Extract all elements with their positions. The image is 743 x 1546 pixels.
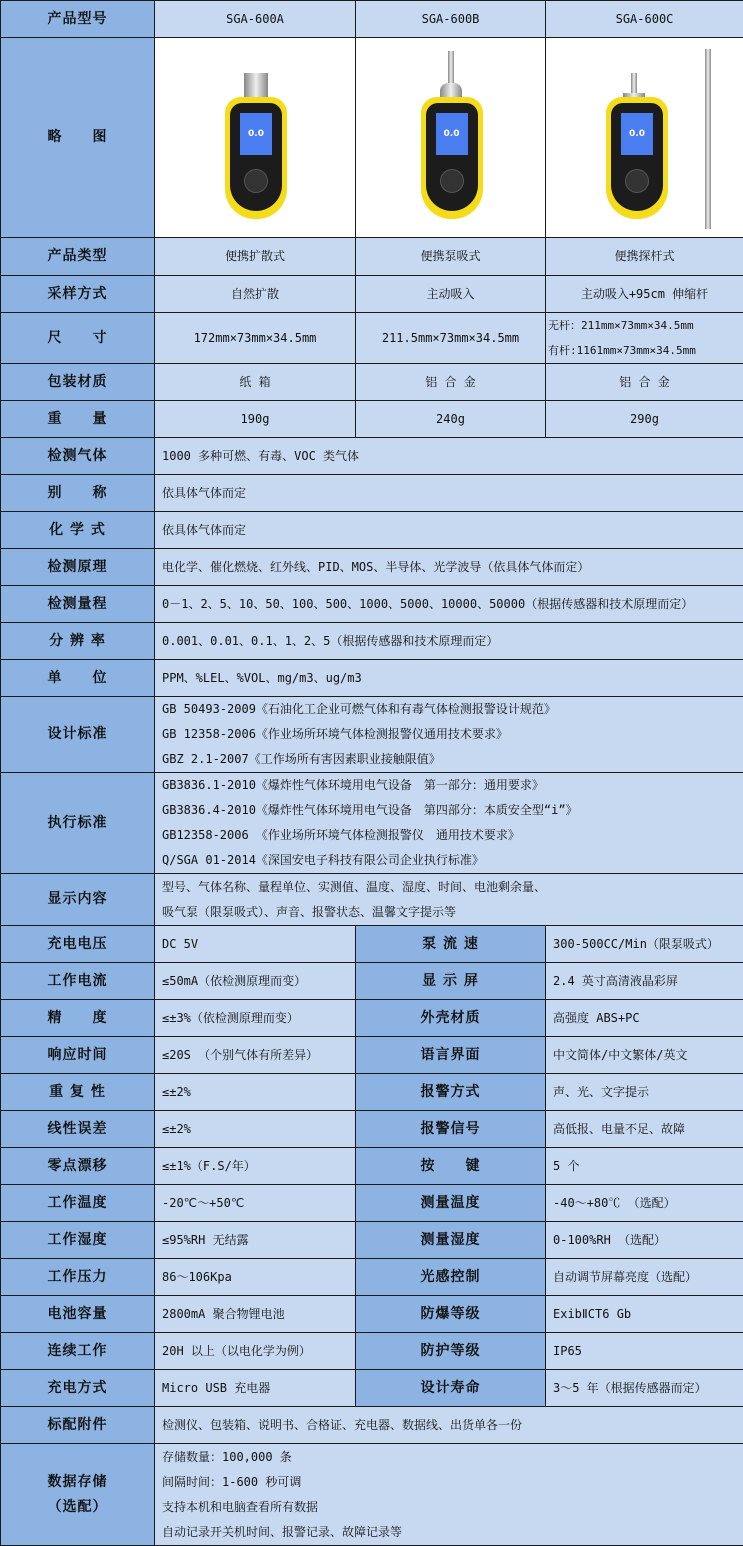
row-label: 充电方式	[1, 1370, 155, 1407]
label-line: 标配附件	[8, 1413, 147, 1438]
label-line: 数据存储	[8, 1470, 147, 1495]
row-value: ≤±3%（依检测原理而变）	[155, 1000, 356, 1037]
row-label: 连续工作	[1, 1333, 155, 1370]
row-label: 测量湿度	[356, 1222, 546, 1259]
line: 间隔时间：1-600 秒可调	[162, 1470, 736, 1495]
row-value: 主动吸入	[356, 276, 546, 313]
row-label: 充电电压	[1, 926, 155, 963]
line: 无杆：211mm×73mm×34.5mm	[548, 313, 741, 338]
line: 检测仪、包装箱、说明书、合格证、充电器、数据线、出货单各一份	[162, 1413, 736, 1438]
table-row	[1, 38, 743, 238]
row-label: 防爆等级	[356, 1296, 546, 1333]
product-image	[356, 38, 546, 238]
screen-reading: 0.0	[240, 113, 272, 155]
table-row	[1, 438, 743, 475]
gas-detector-image	[416, 43, 486, 233]
table-row	[1, 364, 743, 401]
row-label: 工作压力	[1, 1259, 155, 1296]
model-name: SGA-600C	[546, 1, 743, 38]
row-label: 防护等级	[356, 1333, 546, 1370]
row-label: 测量温度	[356, 1185, 546, 1222]
line: 0.001、0.01、0.1、1、2、5（根据传感器和技术原理而定）	[162, 629, 736, 654]
table-row	[1, 874, 743, 926]
table-row	[1, 1444, 743, 1546]
row-label: 线性误差	[1, 1111, 155, 1148]
table-row	[1, 963, 743, 1000]
row-label: 设计寿命	[356, 1370, 546, 1407]
line: Q/SGA 01-2014《深国安电子科技有限公司企业执行标准》	[162, 848, 736, 873]
table-row	[1, 1000, 743, 1037]
row-label: 光感控制	[356, 1259, 546, 1296]
row-value	[155, 438, 743, 475]
line: 吸气泵（限泵吸式）、声音、报警状态、温馨文字提示等	[162, 900, 736, 925]
row-value: ≤±2%	[155, 1111, 356, 1148]
row-label: 电池容量	[1, 1296, 155, 1333]
row-value	[155, 549, 743, 586]
row-value	[155, 512, 743, 549]
row-label: 外壳材质	[356, 1000, 546, 1037]
screen-reading: 0.0	[621, 113, 653, 155]
row-value: 240g	[356, 401, 546, 438]
row-label	[1, 1444, 155, 1546]
row-label: 工作温度	[1, 1185, 155, 1222]
row-value: 3～5 年（根据传感器而定）	[546, 1370, 743, 1407]
table-row	[1, 773, 743, 874]
row-label: 泵 流 速	[356, 926, 546, 963]
telescopic-rod	[705, 49, 711, 229]
row-label: 显 示 屏	[356, 963, 546, 1000]
product-image	[546, 38, 743, 238]
row-value: 290g	[546, 401, 743, 438]
table-row	[1, 1407, 743, 1444]
product-image	[155, 38, 356, 238]
line: 1000 多种可燃、有毒、VOC 类气体	[162, 444, 736, 469]
row-value	[155, 586, 743, 623]
row-value: IP65	[546, 1333, 743, 1370]
table-row	[1, 238, 743, 276]
table-row	[1, 1222, 743, 1259]
row-value: 便携扩散式	[155, 238, 356, 276]
gas-detector-image	[220, 43, 290, 233]
table-row	[1, 1037, 743, 1074]
table-row	[1, 401, 743, 438]
row-value: 0-100%RH （选配）	[546, 1222, 743, 1259]
row-label: 单 位	[1, 660, 155, 697]
row-value: 自动调节屏幕亮度（选配）	[546, 1259, 743, 1296]
model-name: SGA-600A	[155, 1, 356, 38]
row-label: 执行标准	[1, 773, 155, 874]
line: 型号、气体名称、量程单位、实测值、温度、湿度、时间、电池剩余量、	[162, 875, 736, 900]
table-row	[1, 586, 743, 623]
row-label: 尺 寸	[1, 313, 155, 364]
table-row	[1, 1370, 743, 1407]
gas-detector-image	[601, 43, 671, 233]
table-row	[1, 1296, 743, 1333]
line: 电化学、催化燃烧、红外线、PID、MOS、半导体、光学波导（依具体气体而定）	[162, 555, 736, 580]
table-row	[1, 1, 743, 38]
line: GB12358-2006 《作业场所环境气体检测报警仪 通用技术要求》	[162, 823, 736, 848]
line: GB3836.4-2010《爆炸性气体环境用电气设备 第四部分：本质安全型“i”》	[162, 798, 736, 823]
line: 依具体气体而定	[162, 481, 736, 506]
table-row	[1, 1111, 743, 1148]
model-name: SGA-600B	[356, 1, 546, 38]
row-value: Micro USB 充电器	[155, 1370, 356, 1407]
line: 支持本机和电脑查看所有数据	[162, 1495, 736, 1520]
row-value: ExibⅡCT6 Gb	[546, 1296, 743, 1333]
line: GB 50493-2009《石油化工企业可燃气体和有毒气体检测报警设计规范》	[162, 697, 736, 722]
row-value: ≤±1%（F.S/年）	[155, 1148, 356, 1185]
row-label: 产品类型	[1, 238, 155, 276]
row-value: ≤50mA（依检测原理而变）	[155, 963, 356, 1000]
row-label: 化 学 式	[1, 512, 155, 549]
line: 0－1、2、5、10、50、100、500、1000、5000、10000、50000（根据传感器和技术原理而定）	[162, 592, 736, 617]
row-label: 响应时间	[1, 1037, 155, 1074]
row-label: 产品型号	[1, 1, 155, 38]
line: GB 12358-2006《作业场所环境气体检测报警仪通用技术要求》	[162, 722, 736, 747]
row-value: 172mm×73mm×34.5mm	[155, 313, 356, 364]
row-value: -20℃～+50℃	[155, 1185, 356, 1222]
table-row	[1, 660, 743, 697]
table-row	[1, 549, 743, 586]
row-value: 2.4 英寸高清液晶彩屏	[546, 963, 743, 1000]
table-row	[1, 475, 743, 512]
row-label: 分 辨 率	[1, 623, 155, 660]
row-value	[155, 660, 743, 697]
row-value	[155, 874, 743, 926]
table-row	[1, 313, 743, 364]
row-value: 中文简体/中文繁体/英文	[546, 1037, 743, 1074]
line: PPM、%LEL、%VOL、mg/m3、ug/m3	[162, 666, 736, 691]
line: GB3836.1-2010《爆炸性气体环境用电气设备 第一部分：通用要求》	[162, 773, 736, 798]
table-row	[1, 1074, 743, 1111]
row-value: ≤20S （个别气体有所差异）	[155, 1037, 356, 1074]
table-row	[1, 1185, 743, 1222]
row-value: 5 个	[546, 1148, 743, 1185]
row-value: 便携探杆式	[546, 238, 743, 276]
row-value: 2800mA 聚合物锂电池	[155, 1296, 356, 1333]
label-line: （选配）	[8, 1495, 147, 1520]
row-value	[155, 1444, 743, 1546]
row-value	[155, 773, 743, 874]
row-label: 按 键	[356, 1148, 546, 1185]
line: 有杆:1161mm×73mm×34.5mm	[548, 338, 741, 363]
row-label: 检测量程	[1, 586, 155, 623]
row-value: 纸 箱	[155, 364, 356, 401]
row-value: DC 5V	[155, 926, 356, 963]
row-value: 自然扩散	[155, 276, 356, 313]
row-value: ≤±2%	[155, 1074, 356, 1111]
row-label: 零点漂移	[1, 1148, 155, 1185]
line: 依具体气体而定	[162, 518, 736, 543]
row-label: 别 称	[1, 475, 155, 512]
row-label: 检测原理	[1, 549, 155, 586]
line: GBZ 2.1-2007《工作场所有害因素职业接触限值》	[162, 747, 736, 772]
line: 存储数量：100,000 条	[162, 1445, 736, 1470]
row-label: 重 量	[1, 401, 155, 438]
table-row	[1, 276, 743, 313]
line: 自动记录开关机时间、报警记录、故障记录等	[162, 1520, 736, 1545]
row-label: 报警方式	[356, 1074, 546, 1111]
row-label: 设计标准	[1, 697, 155, 773]
row-value	[155, 697, 743, 773]
table-row	[1, 697, 743, 773]
row-value: 高低报、电量不足、故障	[546, 1111, 743, 1148]
row-value	[155, 623, 743, 660]
row-value: 铝 合 金	[546, 364, 743, 401]
table-row	[1, 623, 743, 660]
row-value: 铝 合 金	[356, 364, 546, 401]
table-row	[1, 1333, 743, 1370]
row-value	[546, 313, 743, 364]
row-value: 86～106Kpa	[155, 1259, 356, 1296]
row-value: 声、光、文字提示	[546, 1074, 743, 1111]
screen-reading: 0.0	[436, 113, 468, 155]
row-value: 300-500CC/Min（限泵吸式）	[546, 926, 743, 963]
row-value: -40～+80℃ （选配）	[546, 1185, 743, 1222]
row-value: 190g	[155, 401, 356, 438]
row-label: 采样方式	[1, 276, 155, 313]
row-label: 语言界面	[356, 1037, 546, 1074]
row-value: 20H 以上（以电化学为例）	[155, 1333, 356, 1370]
table-row	[1, 1148, 743, 1185]
row-value: 高强度 ABS+PC	[546, 1000, 743, 1037]
row-label: 略 图	[1, 38, 155, 238]
row-label: 显示内容	[1, 874, 155, 926]
row-label	[1, 1407, 155, 1444]
table-row	[1, 926, 743, 963]
table-row	[1, 512, 743, 549]
row-label: 工作电流	[1, 963, 155, 1000]
table-row	[1, 1259, 743, 1296]
row-value: 211.5mm×73mm×34.5mm	[356, 313, 546, 364]
row-value: 便携泵吸式	[356, 238, 546, 276]
row-label: 工作湿度	[1, 1222, 155, 1259]
row-label: 报警信号	[356, 1111, 546, 1148]
row-value	[155, 1407, 743, 1444]
row-value: ≤95%RH 无结露	[155, 1222, 356, 1259]
row-label: 包装材质	[1, 364, 155, 401]
row-value: 主动吸入+95cm 伸缩杆	[546, 276, 743, 313]
row-label: 重 复 性	[1, 1074, 155, 1111]
row-label: 精 度	[1, 1000, 155, 1037]
row-label: 检测气体	[1, 438, 155, 475]
row-value	[155, 475, 743, 512]
